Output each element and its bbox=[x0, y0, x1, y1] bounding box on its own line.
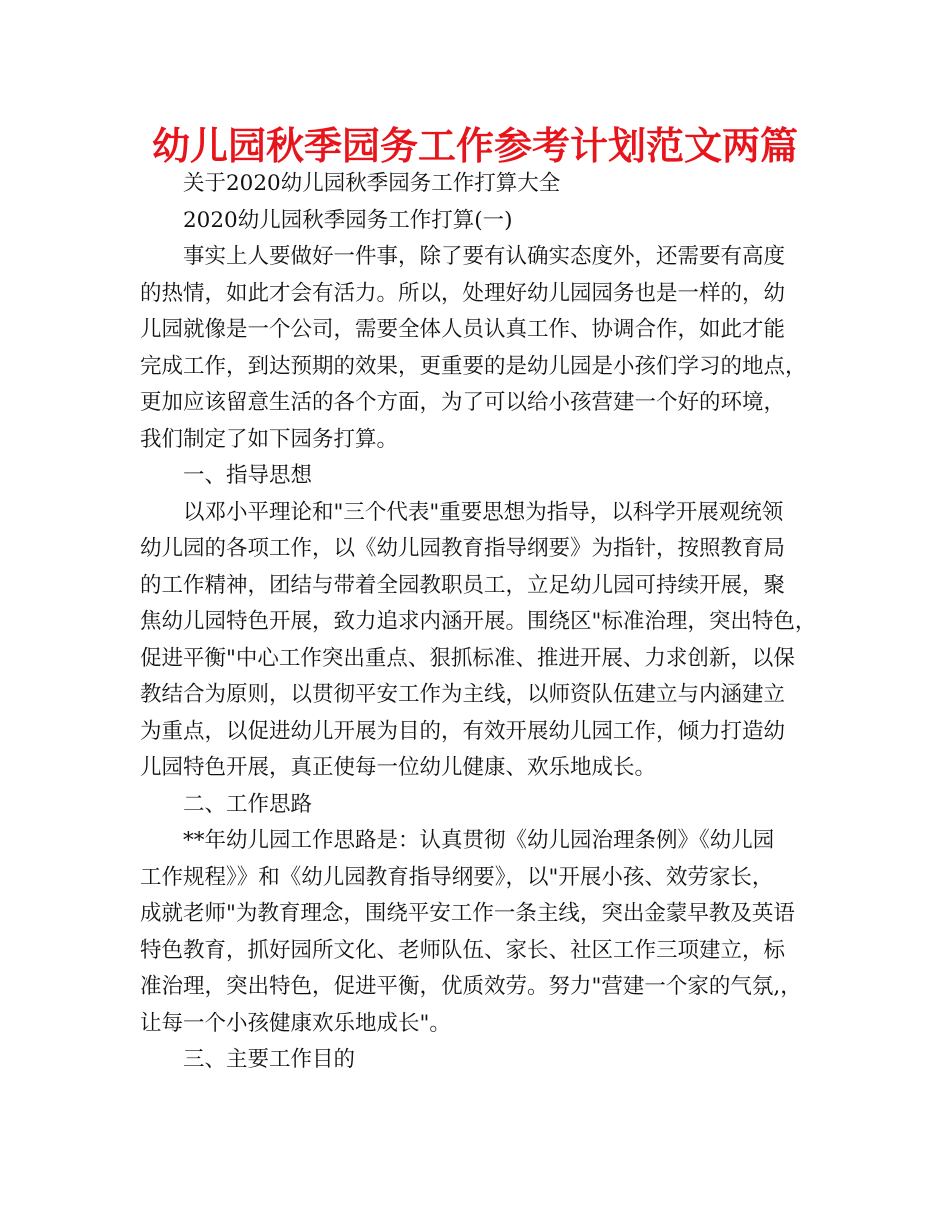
text-line: 焦幼儿园特色开展，致力追求内涵开展。围绕区"标准治理，突出特色， bbox=[140, 609, 817, 634]
text-line: 我们制定了如下园务打算。 bbox=[140, 426, 399, 452]
subtitle-line: 关于2020幼儿园秋季园务工作打算大全 bbox=[183, 171, 561, 196]
subtitle-line: 2020幼儿园秋季园务工作打算(一) bbox=[183, 207, 513, 233]
text-line: 更加应该留意生活的各个方面，为了可以给小孩营建一个好的环境， bbox=[140, 390, 786, 415]
paragraph-work-approach bbox=[140, 823, 830, 1042]
section-heading: 一、指导思想 bbox=[183, 463, 313, 488]
text-line: 准治理，突出特色，促进平衡，优质效劳。努力"营建一个家的气氛,， bbox=[140, 974, 802, 999]
text-line: 成就老师"为教育理念，围绕平安工作一条主线，突出金蒙早教及英语 bbox=[140, 901, 795, 926]
paragraph-intro bbox=[140, 239, 830, 458]
text-line: **年幼儿园工作思路是：认真贯彻《幼儿园治理条例》《幼儿园 bbox=[183, 828, 775, 853]
text-line: 工作规程》》和《幼儿园教育指导纲要》，以"开展小孩、效劳家长， bbox=[140, 864, 774, 890]
text-line: 幼儿园的各项工作，以《幼儿园教育指导纲要》为指针，按照教育局 bbox=[140, 536, 786, 561]
text-line: 让每一个小孩健康欢乐地成长"。 bbox=[140, 1010, 451, 1036]
document-title: 幼儿园秋季园务工作参考计划范文两篇 bbox=[151, 124, 798, 168]
section-heading: 三、主要工作目的 bbox=[183, 1047, 356, 1072]
text-line: 儿园特色开展，真正使每一位幼儿健康、欢乐地成长。 bbox=[140, 755, 657, 780]
text-line: 特色教育，抓好园所文化、老师队伍、家长、社区工作三项建立，标 bbox=[140, 937, 786, 963]
text-line: 儿园就像是一个公司，需要全体人员认真工作、协调合作，如此才能 bbox=[140, 317, 786, 342]
text-line: 的热情，如此才会有活力。所以，处理好幼儿园园务也是一样的，幼 bbox=[140, 280, 786, 306]
text-line: 的工作精神，团结与带着全园教职员工，立足幼儿园可持续开展，聚 bbox=[140, 572, 786, 598]
text-line: 以邓小平理论和"三个代表"重要思想为指导，以科学开展观统领 bbox=[183, 499, 784, 525]
text-line: 促进平衡"中心工作突出重点、狠抓标准、推进开展、力求创新，以保 bbox=[140, 645, 795, 671]
text-line: 为重点，以促进幼儿开展为目的，有效开展幼儿园工作，倾力打造幼 bbox=[140, 718, 786, 744]
document-body bbox=[140, 166, 830, 1079]
text-line: 完成工作，到达预期的效果，更重要的是幼儿园是小孩们学习的地点， bbox=[140, 353, 807, 379]
paragraph-guiding-thought bbox=[140, 495, 830, 787]
section-heading: 二、工作思路 bbox=[183, 791, 313, 817]
text-line: 事实上人要做好一件事，除了要有认确实态度外，还需要有高度 bbox=[183, 244, 786, 269]
text-line: 教结合为原则，以贯彻平安工作为主线，以师资队伍建立与内涵建立 bbox=[140, 682, 786, 707]
